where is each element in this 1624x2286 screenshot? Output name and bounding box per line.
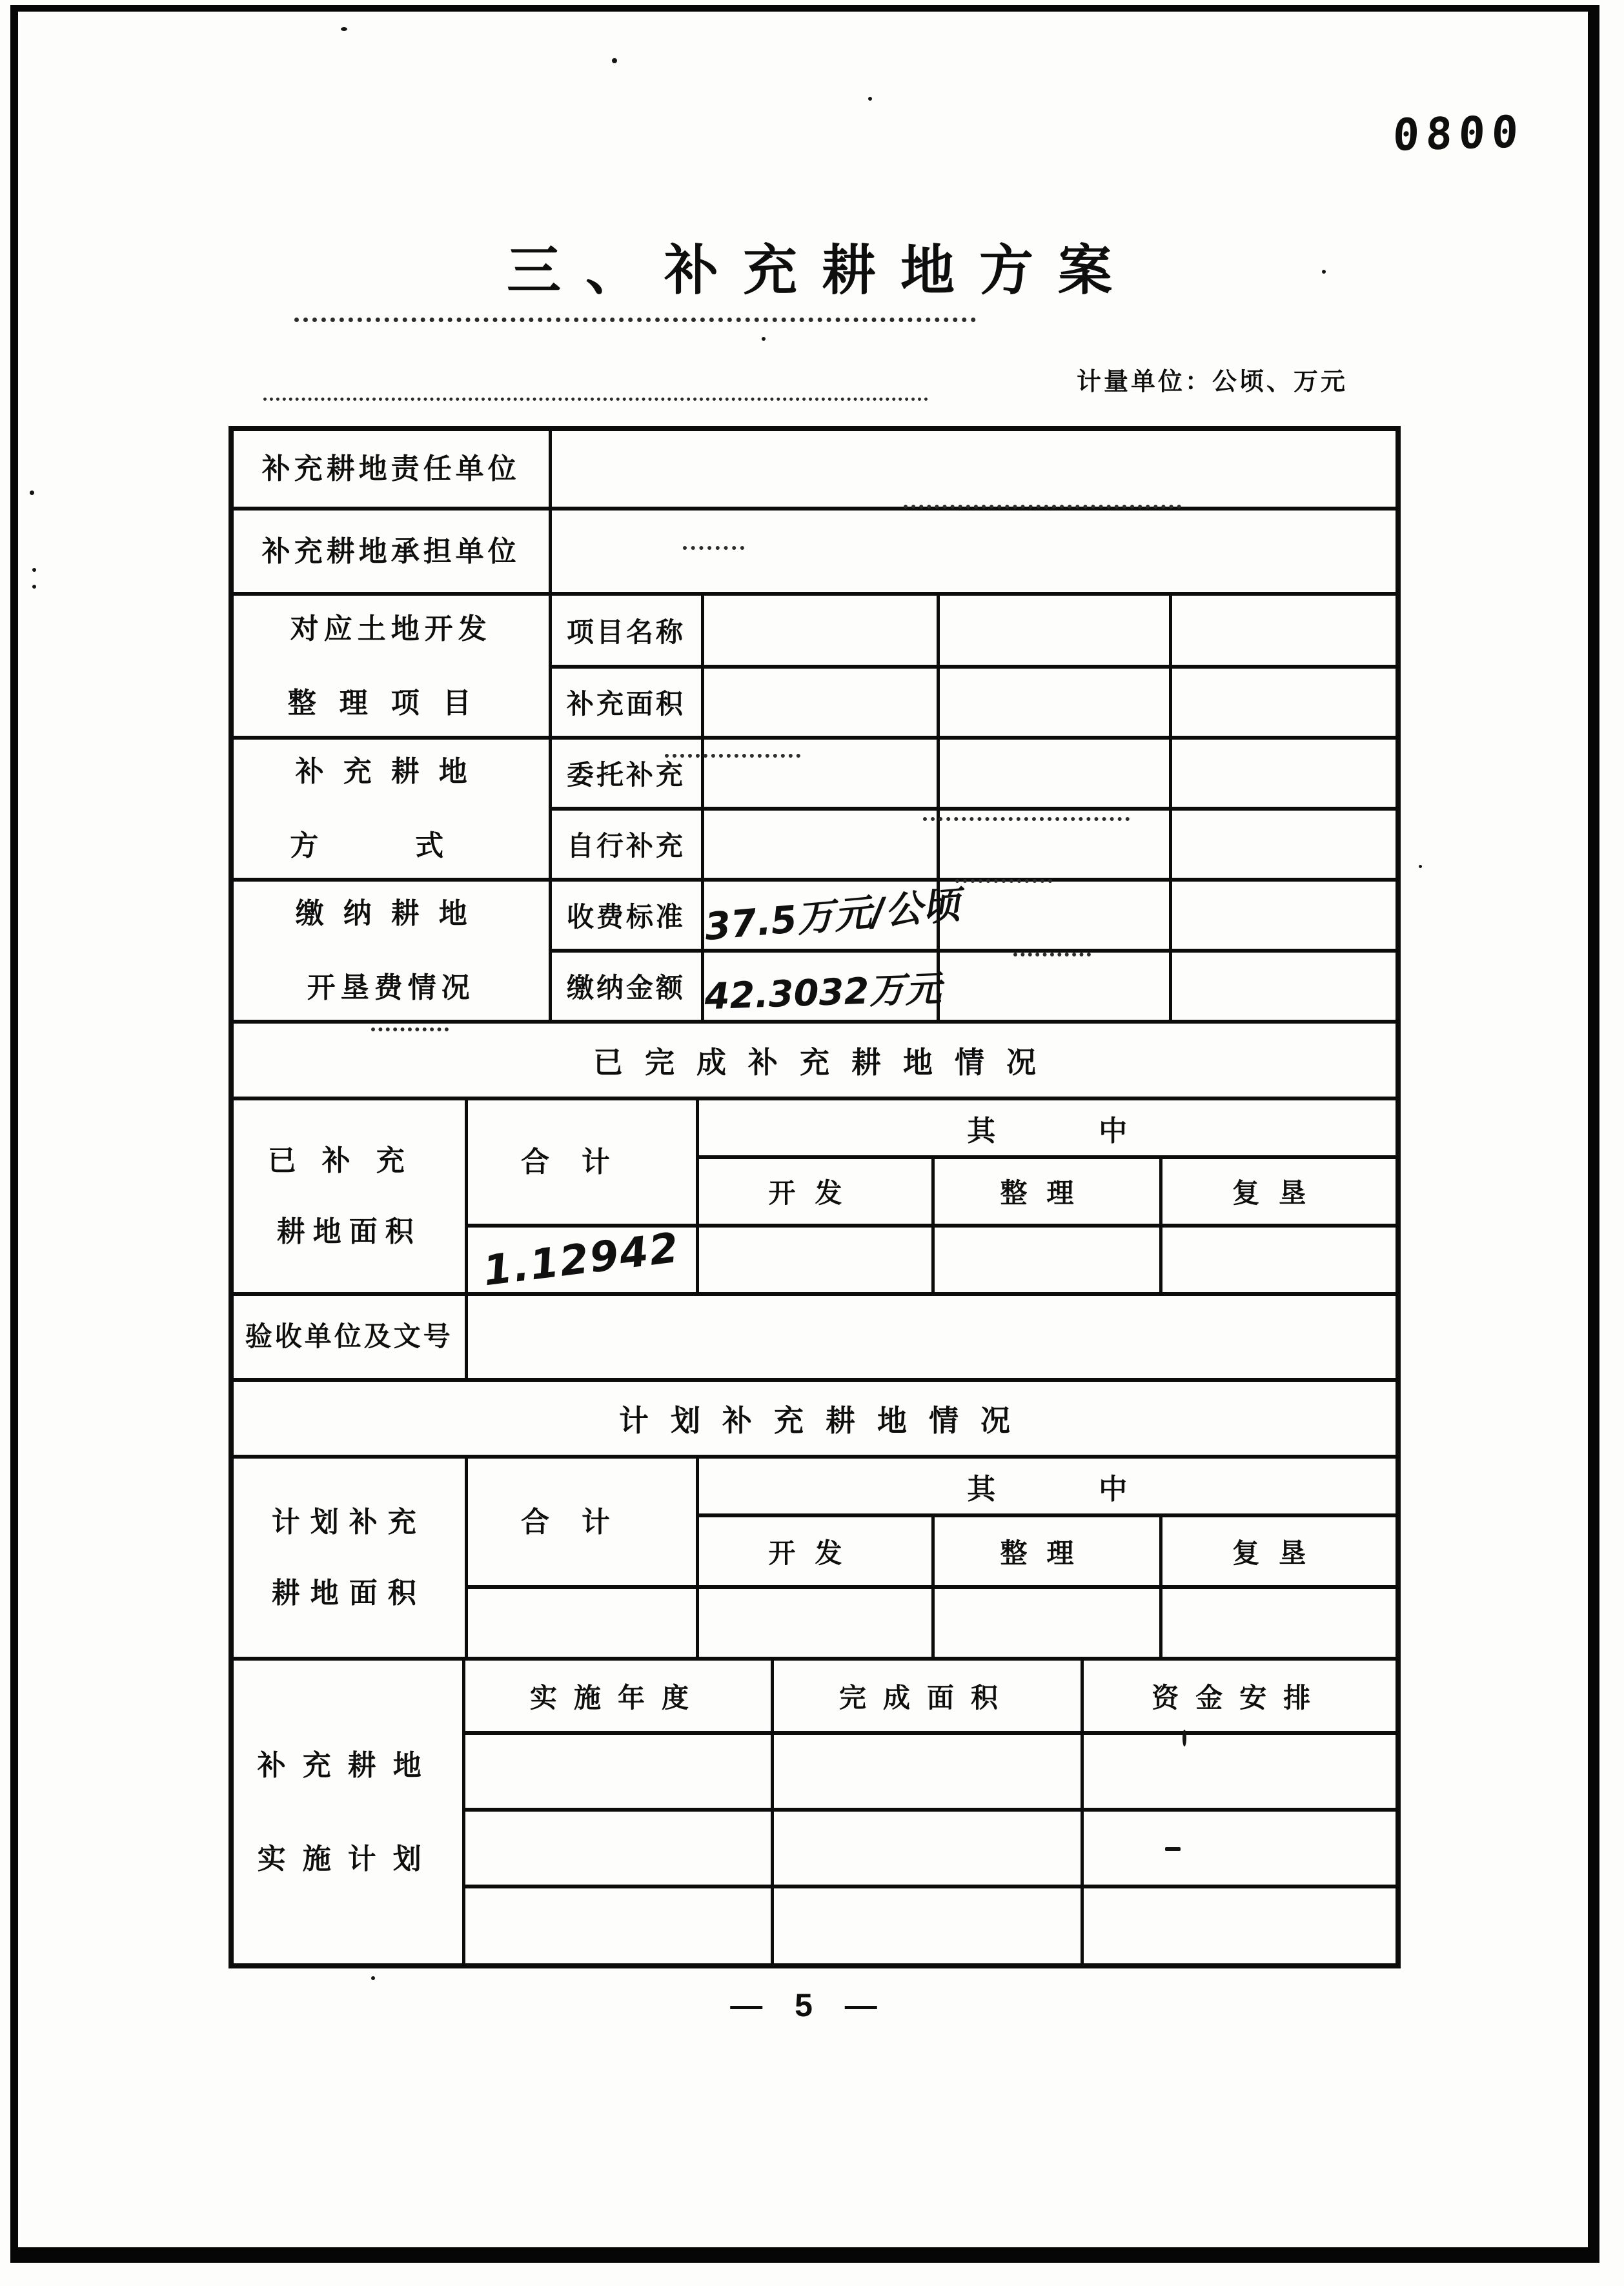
completed-consolidate-label: 整理	[933, 1157, 1161, 1226]
planned-consolidate-label: 整理	[933, 1515, 1161, 1587]
method-group-label-line1: 补充耕地	[295, 756, 487, 787]
measurement-unit-note: 计量单位：公顷、万元	[1077, 369, 1348, 396]
completed-area-label-line2: 耕地面积	[276, 1216, 421, 1248]
scan-speck	[762, 337, 766, 341]
implementation-row3-year-cell	[463, 1886, 772, 1963]
fee-paid-cell-2	[938, 951, 1170, 1022]
scan-dot-row	[904, 505, 1181, 509]
method-entrust-label: 委托补充	[550, 738, 702, 809]
planned-section-header: 计划补充耕地情况	[234, 1382, 1396, 1459]
implementation-year-header: 实施年度	[463, 1661, 772, 1733]
completed-reclaim-value-cell	[1161, 1226, 1396, 1294]
form-title: 三、补充耕地方案	[506, 240, 1137, 301]
method-entrust-value-cell	[702, 738, 938, 809]
project-group-label-line2: 整理项目	[287, 687, 494, 719]
responsible-unit-label: 补充耕地责任单位	[234, 431, 550, 509]
completed-develop-label: 开发	[697, 1157, 933, 1226]
planned-area-label-line2: 耕地面积	[271, 1577, 427, 1609]
section-units	[234, 431, 1396, 596]
implementation-label-line2: 实施计划	[257, 1843, 438, 1875]
fee-group-label	[234, 880, 550, 1022]
fee-paid-label: 缴纳金额	[550, 951, 702, 1022]
scan-speck	[1419, 865, 1422, 868]
scan-speck	[30, 491, 34, 495]
planned-reclaim-label: 复垦	[1161, 1515, 1396, 1587]
planned-total-value-cell	[466, 1587, 697, 1659]
responsible-unit-value-cell	[550, 431, 1396, 509]
completed-total-label: 合计	[466, 1100, 697, 1226]
completed-total-handwritten-value: 1.12942	[480, 1224, 683, 1296]
fee-standard-cell-2	[938, 880, 1170, 951]
scan-speck	[371, 1976, 375, 1980]
scan-speck	[1182, 1730, 1186, 1746]
scan-speck	[1322, 270, 1326, 274]
project-area-label: 补充面积	[550, 667, 702, 738]
completed-reclaim-label: 复垦	[1161, 1157, 1396, 1226]
project-group-label-line1: 对应土地开发	[290, 612, 492, 645]
planned-develop-label: 开发	[697, 1515, 933, 1587]
completed-area-label-line1: 已补充	[267, 1145, 431, 1177]
planned-total-label: 合计	[466, 1459, 697, 1587]
implementation-label	[234, 1661, 463, 1963]
fee-group-label-line2: 开垦费情况	[307, 972, 475, 1004]
project-name-cell-3	[1170, 596, 1396, 667]
planned-consolidate-value-cell	[933, 1587, 1161, 1659]
scan-dot-row	[1013, 953, 1091, 956]
implementation-row1-fund-cell	[1082, 1733, 1396, 1810]
fee-paid-cell-3	[1170, 951, 1396, 1022]
implementation-row2-fund-cell	[1082, 1810, 1396, 1886]
implementation-row2-area-cell	[772, 1810, 1082, 1886]
planned-reclaim-value-cell	[1161, 1587, 1396, 1659]
acceptance-value-cell	[466, 1296, 1396, 1380]
project-name-value-cell	[702, 596, 938, 667]
implementation-area-header: 完成面积	[772, 1661, 1082, 1733]
implementation-row2-year-cell	[463, 1810, 772, 1886]
project-name-label: 项目名称	[550, 596, 702, 667]
scan-dot-row	[263, 398, 928, 401]
completed-develop-value-cell	[697, 1226, 933, 1294]
scan-dot-row	[955, 879, 1052, 883]
scan-speck	[612, 58, 617, 63]
fee-paid-value-cell	[702, 951, 942, 1022]
implementation-label-line1: 补充耕地	[257, 1749, 438, 1781]
section-completed-area	[234, 1100, 1396, 1296]
planned-develop-value-cell	[697, 1587, 933, 1659]
method-group-label-line2: 方式	[290, 830, 541, 862]
scan-dot-row	[371, 1027, 449, 1031]
project-group-label	[234, 596, 550, 738]
fee-standard-cell-3	[1170, 880, 1396, 951]
scan-dot-row	[923, 817, 1130, 821]
section-planned-area	[234, 1459, 1396, 1661]
scan-speck	[868, 97, 872, 101]
scan-speck	[1165, 1847, 1181, 1851]
method-self-value-cell	[702, 809, 938, 880]
undertaking-unit-label: 补充耕地承担单位	[234, 509, 550, 594]
acceptance-label: 验收单位及文号	[234, 1296, 466, 1380]
method-self-label: 自行补充	[550, 809, 702, 880]
scan-speck	[32, 585, 36, 589]
fee-standard-value-cell	[702, 880, 962, 951]
scan-dot-row	[665, 754, 800, 758]
implementation-row3-area-cell	[772, 1886, 1082, 1963]
scan-dot-row	[683, 546, 744, 550]
form-table	[228, 426, 1401, 1968]
method-entrust-cell-2	[938, 738, 1170, 809]
project-area-cell-2	[938, 667, 1170, 738]
planned-among-label: 其中	[697, 1459, 1396, 1515]
completed-consolidate-value-cell	[933, 1226, 1161, 1294]
method-entrust-cell-3	[1170, 738, 1396, 809]
fee-group-label-line1: 缴纳耕地	[295, 898, 487, 929]
stamp-serial-number: 0800	[1392, 106, 1526, 161]
page-number: — 5 —	[730, 1987, 889, 2023]
project-name-cell-2	[938, 596, 1170, 667]
section-acceptance	[234, 1296, 1396, 1382]
project-area-value-cell	[702, 667, 938, 738]
implementation-fund-header: 资金安排	[1082, 1661, 1396, 1733]
method-group-label	[234, 738, 550, 880]
fee-standard-label: 收费标准	[550, 880, 702, 951]
section-implementation	[234, 1661, 1396, 1963]
scan-speck	[32, 568, 36, 572]
scan-speck	[341, 27, 347, 31]
fee-standard-handwritten-value: 37.5万元/公顷	[702, 882, 962, 949]
project-area-cell-3	[1170, 667, 1396, 738]
undertaking-unit-value-cell	[550, 509, 1396, 594]
title-underline-dots	[294, 318, 976, 322]
planned-area-label-line1: 计划补充	[271, 1506, 427, 1538]
completed-total-value-cell	[466, 1226, 697, 1294]
implementation-row1-year-cell	[463, 1733, 772, 1810]
method-self-cell-3	[1170, 809, 1396, 880]
fee-paid-handwritten-value: 42.3032万元	[703, 967, 942, 1018]
completed-area-label	[234, 1100, 466, 1294]
implementation-row3-fund-cell	[1082, 1886, 1396, 1963]
completed-among-label: 其中	[697, 1100, 1396, 1157]
section-detail-rows	[234, 596, 1396, 1024]
planned-area-label	[234, 1459, 466, 1659]
completed-section-header: 已完成补充耕地情况	[234, 1024, 1396, 1100]
implementation-row1-area-cell	[772, 1733, 1082, 1810]
